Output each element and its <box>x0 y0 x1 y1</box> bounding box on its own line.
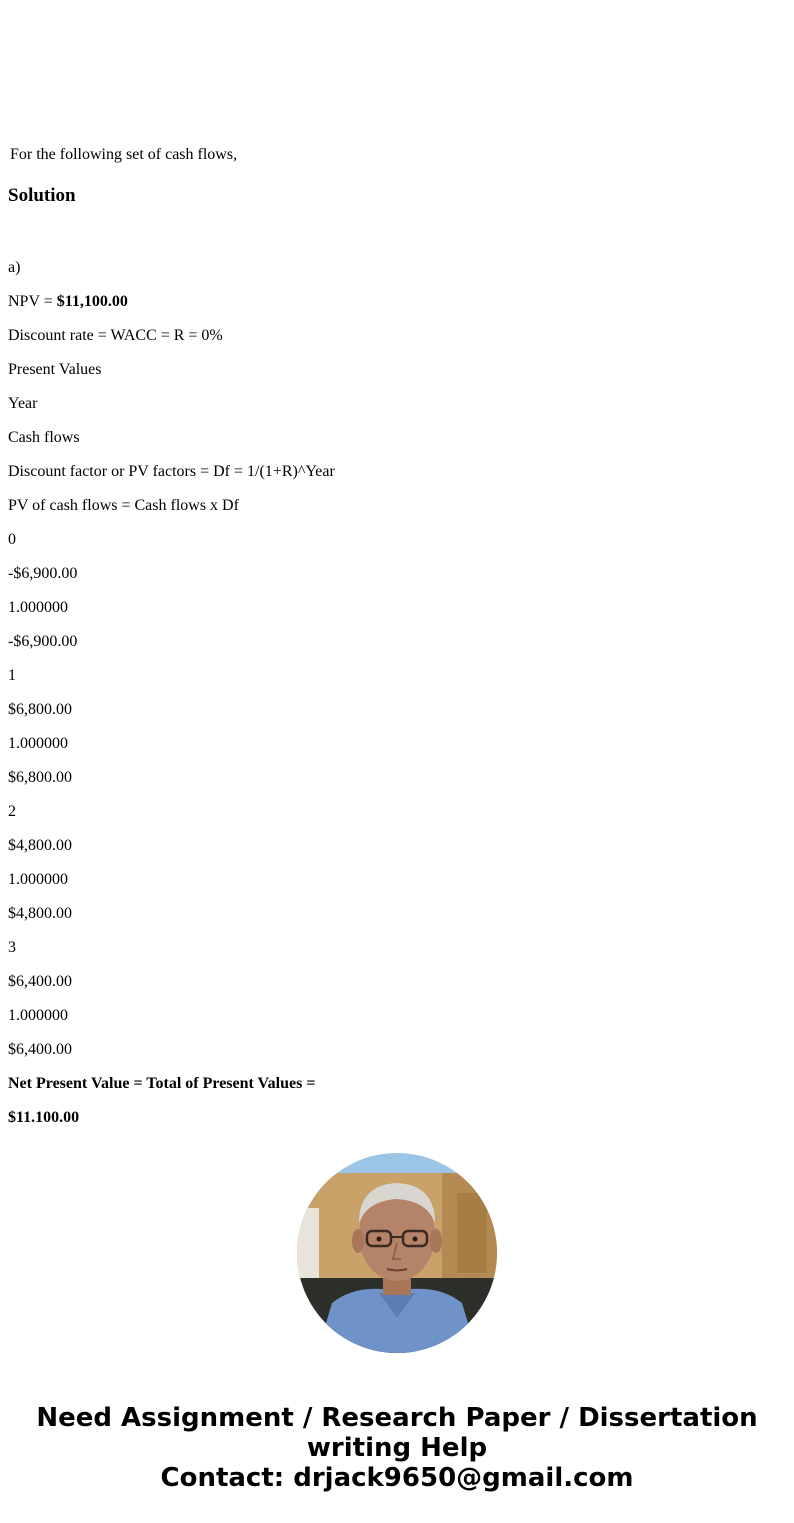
banner-line-2: writing Help <box>306 1433 488 1463</box>
row-0-pv: -$6,900.00 <box>8 633 78 650</box>
header-pv-cash-flows: PV of cash flows = Cash flows x Df <box>8 497 239 514</box>
row-0-cash-flow: -$6,900.00 <box>8 565 78 582</box>
header-cash-flows: Cash flows <box>8 429 80 446</box>
npv-line <box>8 292 335 326</box>
total-label: Net Present Value = Total of Present Values = <box>8 1075 316 1092</box>
author-avatar <box>297 1153 497 1353</box>
row-0-year: 0 <box>8 531 16 548</box>
table-title: Present Values <box>8 361 102 378</box>
row-1-discount-factor: 1.000000 <box>8 735 68 752</box>
discount-rate: Discount rate = WACC = R = 0% <box>8 327 223 344</box>
row-1-cash-flow: $6,800.00 <box>8 701 72 718</box>
npv-label: NPV = <box>8 293 57 310</box>
question-text: For the following set of cash flows, <box>10 146 238 163</box>
banner-line-1: Need Assignment / Research Paper / Dissertation <box>36 1403 758 1433</box>
total-value: $11.100.00 <box>8 1109 80 1126</box>
header-year: Year <box>8 395 38 412</box>
row-2-year: 2 <box>8 803 16 820</box>
npv-value: $11,100.00 <box>56 293 128 310</box>
row-1-year: 1 <box>8 667 16 684</box>
solution-heading: Solution <box>8 185 76 206</box>
part-label: a) <box>8 259 21 276</box>
header-discount-factor: Discount factor or PV factors = Df = 1/(1+R)^Year <box>8 463 335 480</box>
row-0-discount-factor: 1.000000 <box>8 599 68 616</box>
solution-body <box>8 258 335 1142</box>
contact-banner <box>0 1403 794 1493</box>
row-3-cash-flow: $6,400.00 <box>8 973 72 990</box>
row-2-discount-factor: 1.000000 <box>8 871 68 888</box>
row-3-pv: $6,400.00 <box>8 1041 72 1058</box>
row-3-year: 3 <box>8 939 16 956</box>
banner-contact-line: Contact: drjack9650@gmail.com <box>160 1463 634 1493</box>
row-2-pv: $4,800.00 <box>8 905 72 922</box>
author-portrait-image <box>297 1153 497 1353</box>
row-3-discount-factor: 1.000000 <box>8 1007 68 1024</box>
row-2-cash-flow: $4,800.00 <box>8 837 72 854</box>
row-1-pv: $6,800.00 <box>8 769 72 786</box>
